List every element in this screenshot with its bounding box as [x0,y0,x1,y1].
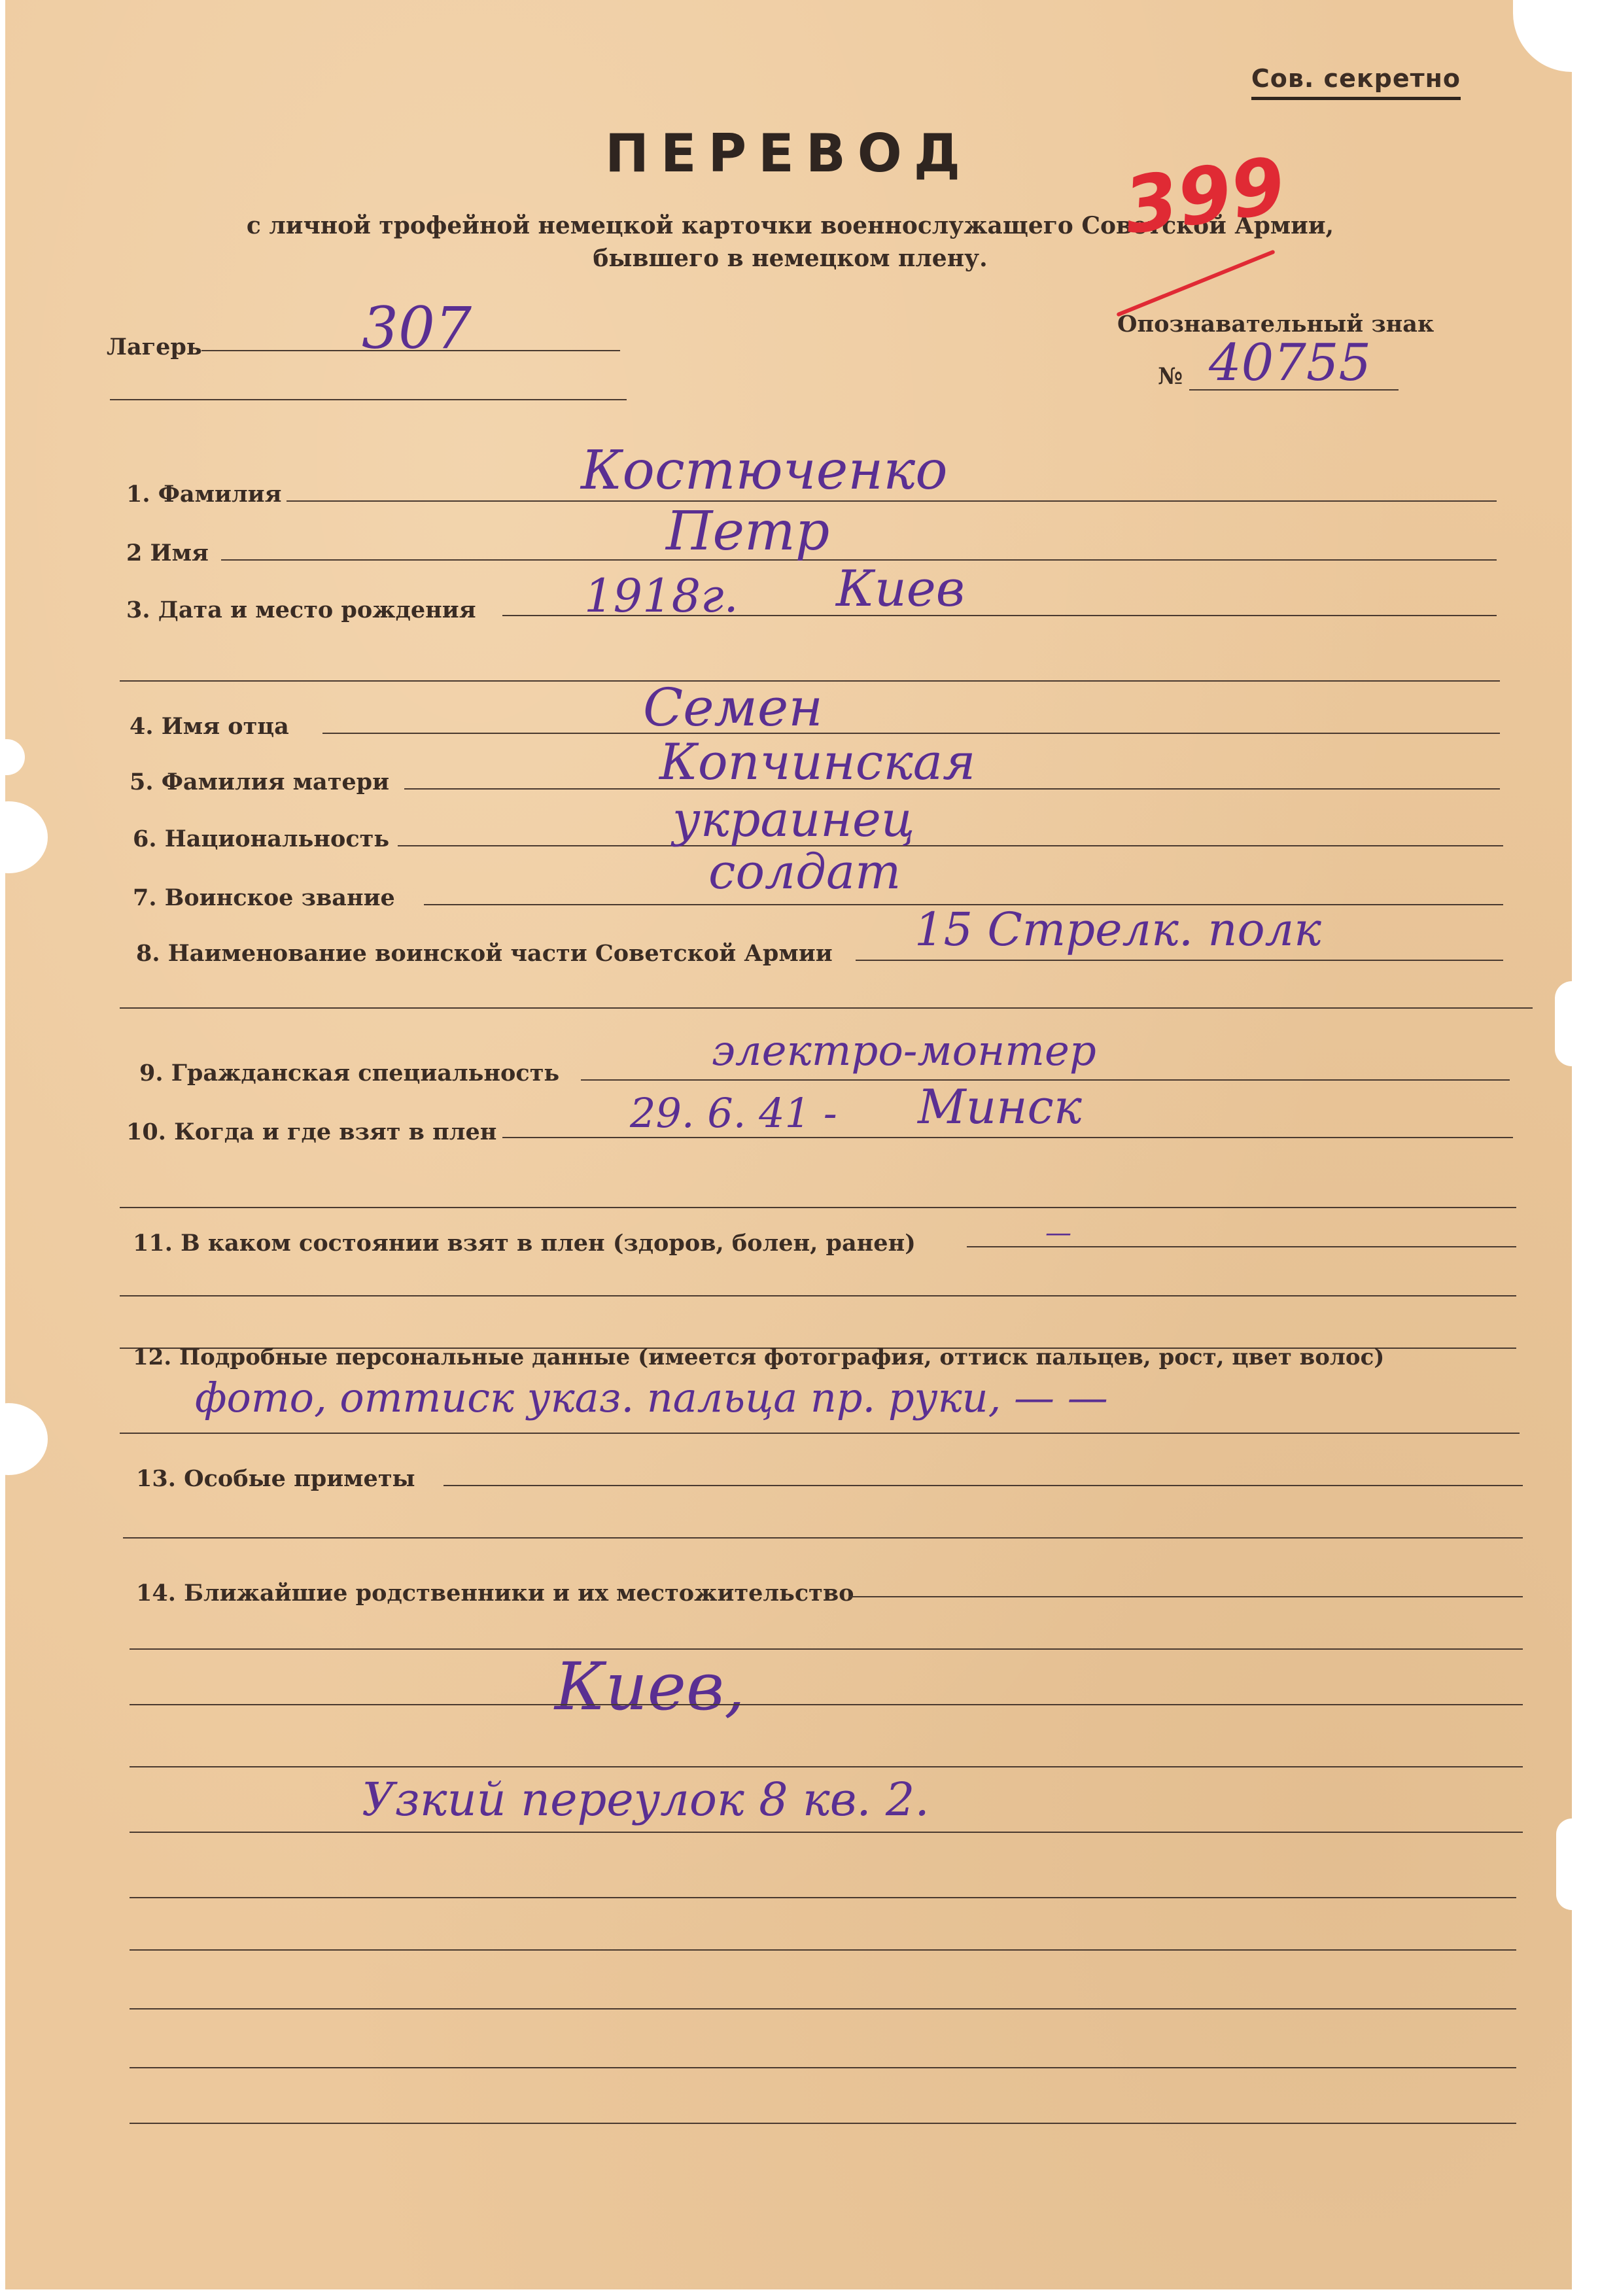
field-11-value: — [1045,1218,1071,1248]
field-14-value-address: Узкий переулок 8 кв. 2. [362,1773,930,1826]
field-5-value: Копчинская [659,733,976,791]
field-8-value: 15 Стрелк. полк [914,903,1321,956]
field-3-value-date: 1918г. [584,569,739,623]
field-8-line [856,960,1503,961]
field-9-value: электро-монтер [712,1027,1096,1075]
field-10-value-date: 29. 6. 41 - [630,1089,837,1137]
field-14-label: 14. Ближайшие родственники и их местожительство [136,1580,854,1607]
punch-hole-bottom [5,1403,48,1475]
torn-edge-right-low [1556,1818,1572,1910]
field-14-value-city: Киев, [555,1648,745,1725]
field-14-line-10 [130,2123,1516,2124]
field-11-line-2 [120,1295,1516,1296]
field-6-line [398,845,1503,846]
torn-edge-right-mid [1555,981,1572,1066]
camp-label: Лагерь [107,334,202,360]
field-12-label: 12. Подробные персональные данные (имеется фотография, оттиск пальцев, рост, цвет волос) [133,1344,1385,1370]
torn-edge-left [5,739,25,775]
id-tag-number-sign: № [1158,363,1183,390]
red-registration-number: 399 [1118,139,1291,252]
field-14-line-2 [130,1648,1523,1650]
punch-hole-top [5,801,48,873]
field-1-value: Костюченко [581,440,948,502]
document-title: ПЕРЕВОД [604,123,973,184]
torn-edge-right-top [1513,0,1572,72]
field-4-label: 4. Имя отца [130,713,289,740]
field-9-label: 9. Гражданская специальность [139,1060,560,1087]
field-14-line-9 [130,2067,1516,2068]
field-12-value: фото, оттиск указ. пальца пр. руки, — — [195,1374,1108,1421]
field-6-value: украинец [672,791,915,848]
field-13-label: 13. Особые приметы [136,1465,415,1492]
field-14-line-4 [130,1766,1523,1767]
field-14-line-6 [130,1897,1516,1898]
id-tag-value: 40755 [1209,334,1372,392]
field-13-line [443,1485,1523,1486]
field-7-label: 7. Воинское звание [133,884,395,911]
field-14-line [849,1596,1523,1597]
field-8-line-2 [120,1007,1533,1009]
field-2-value: Петр [666,500,830,563]
field-11-label: 11. В каком состоянии взят в плен (здоров, болен, ранен) [133,1230,916,1257]
field-4-value: Семен [643,677,823,738]
field-10-line [502,1137,1513,1138]
field-3-label: 3. Дата и место рождения [126,597,476,623]
field-10-label: 10. Когда и где взят в плен [126,1119,497,1145]
field-5-label: 5. Фамилия матери [130,769,390,795]
field-10-line-2 [120,1207,1516,1208]
field-1-label: 1. Фамилия [126,481,282,508]
document-subtitle-line1: с личной трофейной немецкой карточки военнослужащего Советской Армии, [246,212,1334,239]
camp-line-2 [110,399,627,400]
field-14-line-7 [130,1949,1516,1951]
field-3-value-place: Киев [836,559,965,617]
camp-value: 307 [362,294,472,362]
field-8-label: 8. Наименование воинской части Советской Армии [136,940,833,967]
document-sheet [5,0,1572,2289]
id-tag-label: Опознавательный знак [1117,311,1435,338]
field-10-value-place: Минск [918,1079,1082,1134]
field-14-line-5 [130,1832,1523,1833]
field-14-line-3 [130,1704,1523,1705]
document-subtitle-line2: бывшего в немецком плену. [593,245,988,272]
field-2-label: 2 Имя [126,540,209,566]
field-14-line-8 [130,2008,1516,2009]
field-7-value: солдат [708,844,901,900]
field-13-line-2 [123,1537,1523,1539]
classification-stamp: Сов. секретно [1251,64,1461,100]
field-6-label: 6. Национальность [133,826,390,852]
field-12-line [120,1433,1520,1434]
